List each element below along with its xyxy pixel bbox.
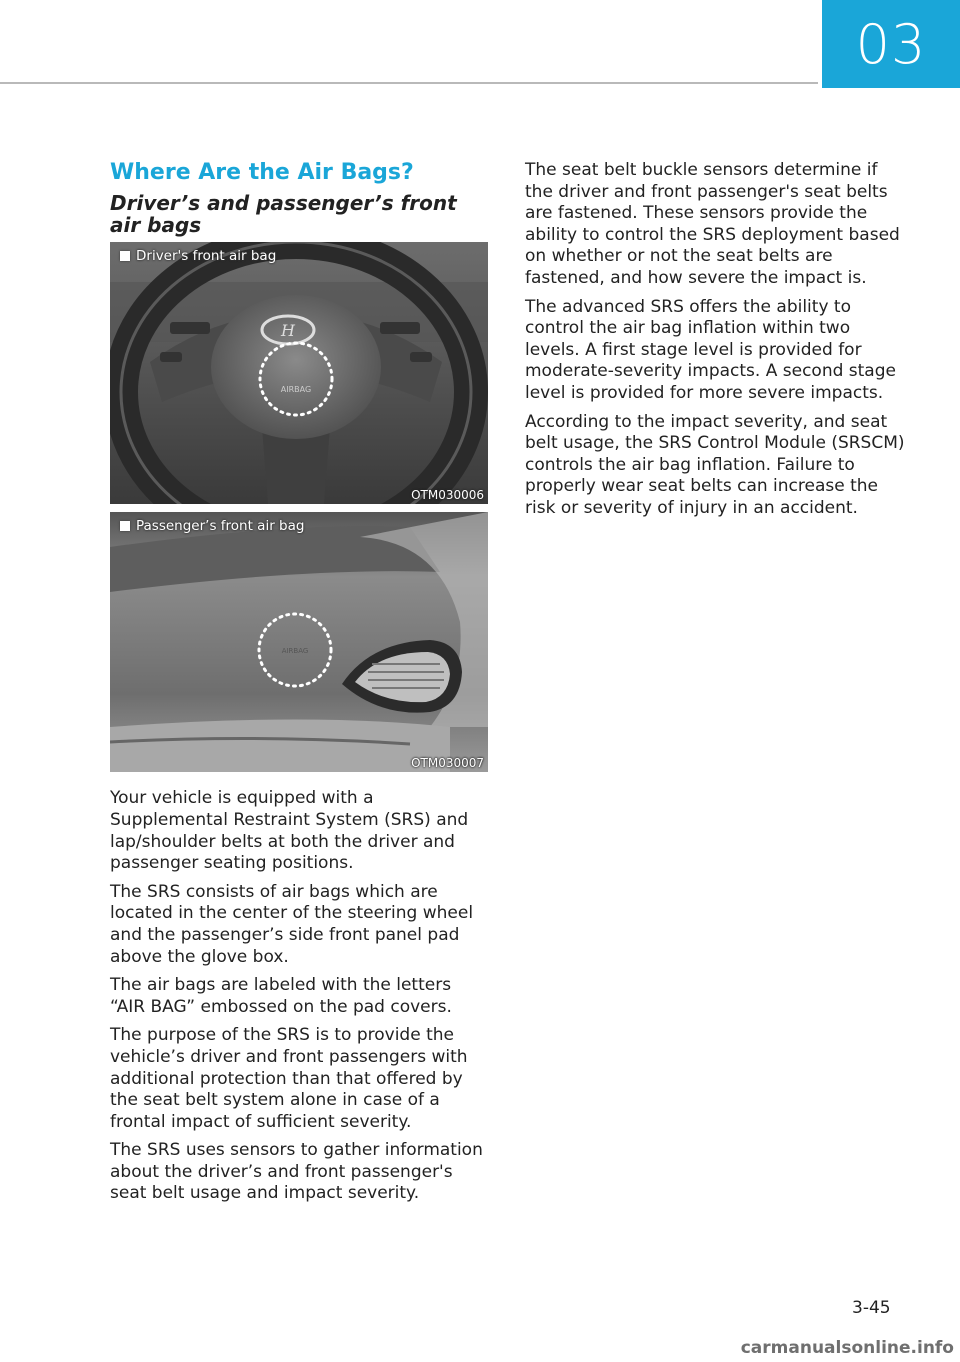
driver-figure-code: OTM030006 bbox=[411, 488, 484, 503]
page-number: 3-45 bbox=[852, 1298, 891, 1318]
body-paragraph: According to the impact severity, and seat belt usage, the SRS Control Module (SRSCM) controls the air bag inflation. Failure to properly wear seat belts can increase the risk or severity of injury in an accident. bbox=[525, 411, 905, 518]
watermark: carmanualsonline.info bbox=[740, 1338, 954, 1358]
airbag-emboss-label: AIRBAG bbox=[280, 385, 312, 395]
section-subtitle: Driver’s and passenger’s front air bags bbox=[110, 191, 457, 238]
header-rule bbox=[0, 82, 818, 84]
driver-airbag-figure bbox=[110, 242, 488, 504]
chapter-tab: 03 bbox=[822, 0, 960, 88]
right-column bbox=[525, 160, 907, 527]
driver-caption-text: Driver's front air bag bbox=[136, 248, 277, 265]
body-paragraph: The purpose of the SRS is to provide the vehicle’s driver and front passengers with additional protection than that offered by the seat belt system alone in case of a frontal impact of sufficient severity. bbox=[110, 1025, 468, 1132]
steering-wheel-illustration bbox=[110, 242, 488, 504]
body-paragraph: The SRS consists of air bags which are located in the center of the steering wheel and the passenger’s side front panel pad above the glove box. bbox=[110, 881, 474, 967]
passenger-caption-text: Passenger’s front air bag bbox=[136, 518, 305, 535]
brand-logo-icon: H bbox=[281, 321, 295, 341]
caption-square-icon bbox=[120, 521, 130, 531]
caption-square-icon bbox=[120, 251, 130, 261]
passenger-airbag-figure bbox=[110, 512, 488, 772]
driver-figure-caption bbox=[120, 248, 276, 264]
passenger-figure-code: OTM030007 bbox=[411, 756, 484, 771]
body-paragraph: The advanced SRS offers the ability to control the air bag inflation within two levels. A first stage level is provided for moderate-severity impacts. A second stage level is provided for more severe impacts. bbox=[525, 296, 896, 403]
body-paragraph: The seat belt buckle sensors determine if the driver and front passenger's seat belts are fastened. These sensors provide the ability to control the SRS deployment based on whether or not the seat belts are fastened, and how severe the impact is. bbox=[525, 160, 900, 288]
body-paragraph: Your vehicle is equipped with a Supplemental Restraint System (SRS) and lap/shoulder belts at both the driver and passenger seating positions. bbox=[110, 788, 469, 874]
body-paragraph: The air bags are labeled with the letters “AIR BAG” embossed on the pad covers. bbox=[110, 975, 452, 1017]
section-title: Where Are the Air Bags? bbox=[110, 160, 414, 185]
passenger-airbag-emboss-label: AIRBAG bbox=[281, 647, 309, 656]
left-column bbox=[110, 160, 488, 1212]
dashboard-illustration bbox=[110, 512, 488, 772]
passenger-figure-caption bbox=[120, 518, 304, 534]
body-paragraph: The SRS uses sensors to gather information about the driver’s and front passenger's seat belt usage and impact severity. bbox=[110, 1140, 483, 1204]
